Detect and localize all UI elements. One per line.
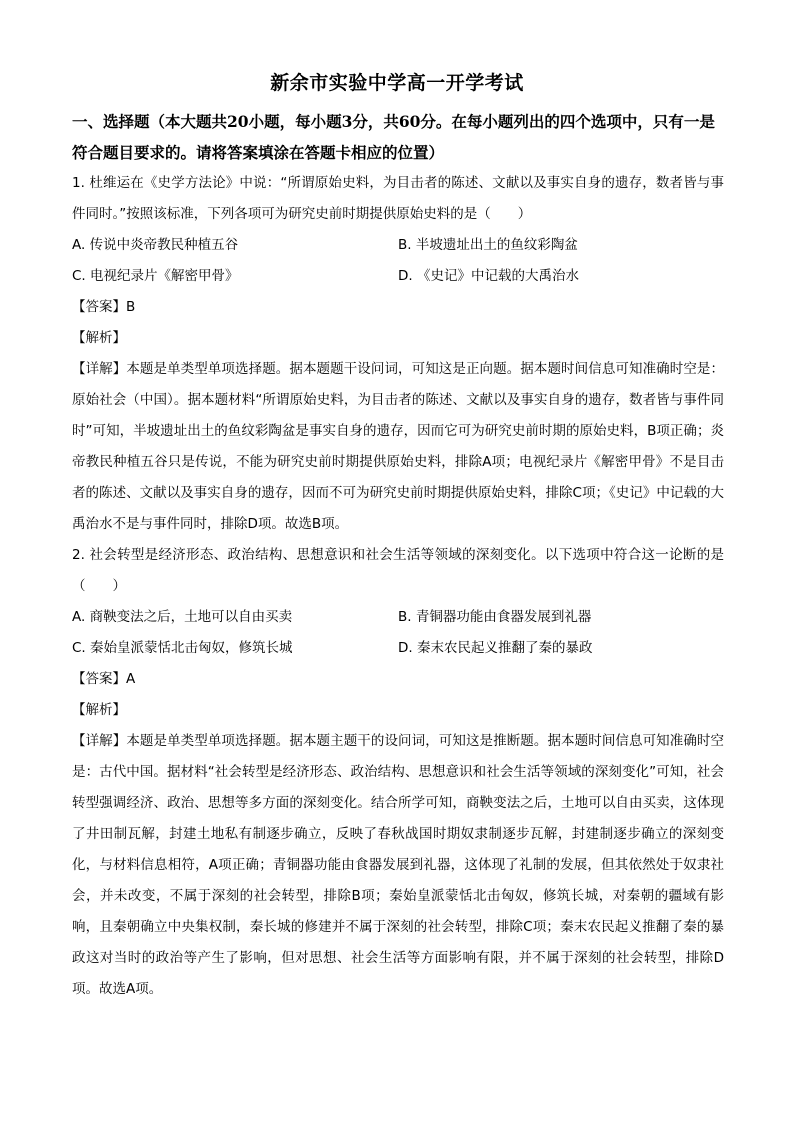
option-d: D. 秦末农民起义推翻了秦的暴政 [398, 640, 593, 656]
question-block [72, 168, 724, 540]
option-grid [72, 602, 724, 664]
detail-paragraph: 【详解】本题是单类型单项选择题。据本题题干设问词，可知这是正向题。据本题时间信息可知准确时空是：原始社会（中国）。据本题材料“所谓原始史料，为目击者的陈述、文献以及事实自身的遗存，数者皆与事件同时”可知，半坡遗址出土的鱼纹彩陶盆是事实自身的遗存，因而它可为研究史前时期的原始史料，B项正确；炎帝教民种植五谷只是传说，不能为研究史前时期提供原始史料，排除A项；电视纪录片《解密甲骨》不是目击者的陈述、文献以及事实自身的遗存，因而不可为研究史前时期提供原始史料，排除C项；《史记》中记载的大禹治水不是与事件同时，排除D项。故选B项。 [72, 361, 724, 532]
option-b: B. 青铜器功能由食器发展到礼器 [398, 609, 592, 625]
option-a: A. 商鞅变法之后，土地可以自由买卖 [72, 609, 293, 625]
answer-line: 【答案】B [72, 299, 136, 315]
question-list [72, 168, 724, 1005]
option-b: B. 半坡遗址出土的鱼纹彩陶盆 [398, 237, 578, 253]
analysis-label: 【解析】 [72, 330, 126, 346]
detail-paragraph: 【详解】本题是单类型单项选择题。据本题主题干的设问词，可知这是推断题。据本题时间信息可知准确时空是：古代中国。据材料“社会转型是经济形态、政治结构、思想意识和社会生活等领域的深刻变化”可知，社会转型强调经济、政治、思想等多方面的深刻变化。结合所学可知，商鞅变法之后，土地可以自由买卖，这体现了井田制瓦解，封建土地私有制逐步确立，反映了春秋战国时期奴隶制逐步瓦解，封建制逐步确立的深刻变化，与材料信息相符，A项正确；青铜器功能由食器发展到礼器，这体现了礼制的发展，但其依然处于奴隶社会，并未改变，不属于深刻的社会转型，排除B项；秦始皇派蒙恬北击匈奴，修筑长城，对秦朝的疆域有影响，且秦朝确立中央集权制，秦长城的修建并不属于深刻的社会转型，排除C项；秦末农民起义推翻了秦的暴政这对当时的政治等产生了影响，但对思想、社会生活等方面影响有限，并不属于深刻的社会转型，排除D项。故选A项。 [72, 733, 724, 997]
answer-line: 【答案】A [72, 671, 136, 687]
option-c: C. 秦始皇派蒙恬北击匈奴，修筑长城 [72, 640, 293, 656]
option-grid [72, 230, 724, 292]
option-c: C. 电视纪录片《解密甲骨》 [72, 268, 239, 284]
question-stem: 2. 社会转型是经济形态、政治结构、思想意识和社会生活等领域的深刻变化。以下选项中符合这一论断的是（ ） [72, 547, 724, 594]
section-heading: 一、选择题（本大题共20小题，每小题3分，共60分。在每小题列出的四个选项中，只有一是符合题目要求的。请将答案填涂在答题卡相应的位置） [72, 112, 715, 162]
option-d: D. 《史记》中记载的大禹治水 [398, 268, 579, 284]
question-block [72, 540, 724, 1005]
page-title: 新余市实验中学高一开学考试 [270, 72, 524, 94]
analysis-label: 【解析】 [72, 702, 126, 718]
option-a: A. 传说中炎帝教民种植五谷 [72, 237, 239, 253]
question-stem: 1. 杜维运在《史学方法论》中说：“所谓原始史料，为目击者的陈述、文献以及事实自身的遗存，数者皆与事件同时。”按照该标准，下列各项可为研究史前时期提供原始史料的是（ ） [72, 175, 724, 222]
